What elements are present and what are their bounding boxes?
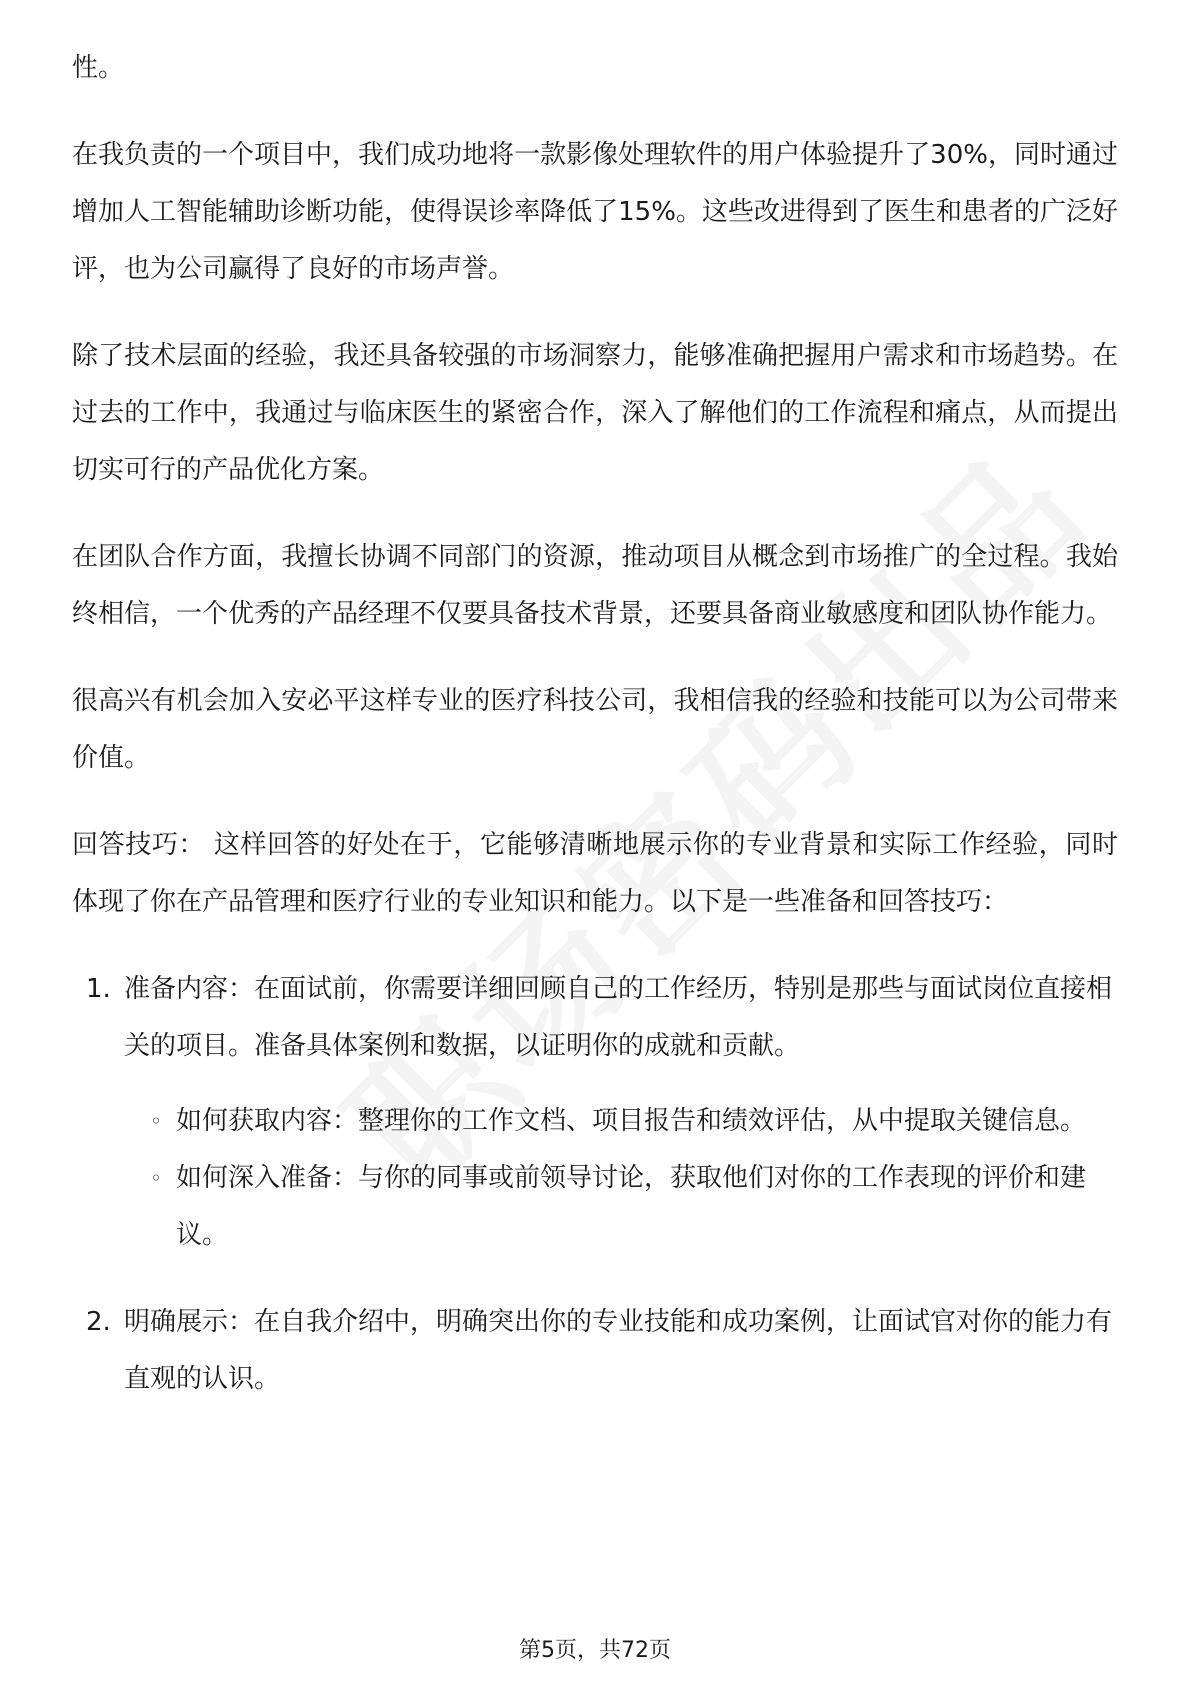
list-item [72, 961, 1118, 1075]
paragraph-teamwork: 在团队合作方面，我擅长协调不同部门的资源，推动项目从概念到市场推广的全过程。我始终相信，一个优秀的产品经理不仅要具备技术背景，还要具备商业敏感度和团队协作能力。 [72, 542, 1118, 629]
sub-list-item-text: 如何深入准备：与你的同事或前领导讨论，获取他们对你的工作表现的评价和建议。 [176, 1163, 1087, 1250]
paragraph-market-insight: 除了技术层面的经验，我还具备较强的市场洞察力，能够准确把握用户需求和市场趋势。在过去的工作中，我通过与临床医生的紧密合作，深入了解他们的工作流程和痛点，从而提出切实可行的产品优化方案。 [72, 341, 1118, 485]
paragraph-answer-tips: 回答技巧： 这样回答的好处在于，它能够清晰地展示你的专业背景和实际工作经验，同时体现了你在产品管理和医疗行业的专业知识和能力。以下是一些准备和回答技巧： [72, 830, 1118, 917]
paragraph-closing: 很高兴有机会加入安必平这样专业的医疗科技公司，我相信我的经验和技能可以为公司带来价值。 [72, 686, 1118, 773]
page-number: 第5页，共72页 [519, 1638, 671, 1663]
list-item [72, 1294, 1118, 1408]
sub-list-item [72, 1150, 1118, 1264]
bullet-icon: ◦ [150, 1166, 162, 1190]
sub-list-item-text: 如何获取内容：整理你的工作文档、项目报告和绩效评估，从中提取关键信息。 [176, 1106, 1087, 1136]
list-item-text: 准备内容：在面试前，你需要详细回顾自己的工作经历，特别是那些与面试岗位直接相关的项目。准备具体案例和数据，以证明你的成就和贡献。 [124, 974, 1113, 1061]
bullet-icon: ◦ [150, 1109, 162, 1133]
sub-list-item [72, 1093, 1118, 1150]
list-number: 2. [86, 1307, 111, 1337]
paragraph-project-results: 在我负责的一个项目中，我们成功地将一款影像处理软件的用户体验提升了30%，同时通过增加人工智能辅助诊断功能，使得误诊率降低了15%。这些改进得到了医生和患者的广泛好评，也为公司赢得了良好的市场声誉。 [72, 140, 1118, 284]
list-number: 1. [86, 974, 111, 1004]
paragraph-continuation: 性。 [72, 53, 125, 83]
list-item-text: 明确展示：在自我介绍中，明确突出你的专业技能和成功案例，让面试官对你的能力有直观的认识。 [124, 1307, 1113, 1394]
document-body [72, 40, 1118, 1408]
